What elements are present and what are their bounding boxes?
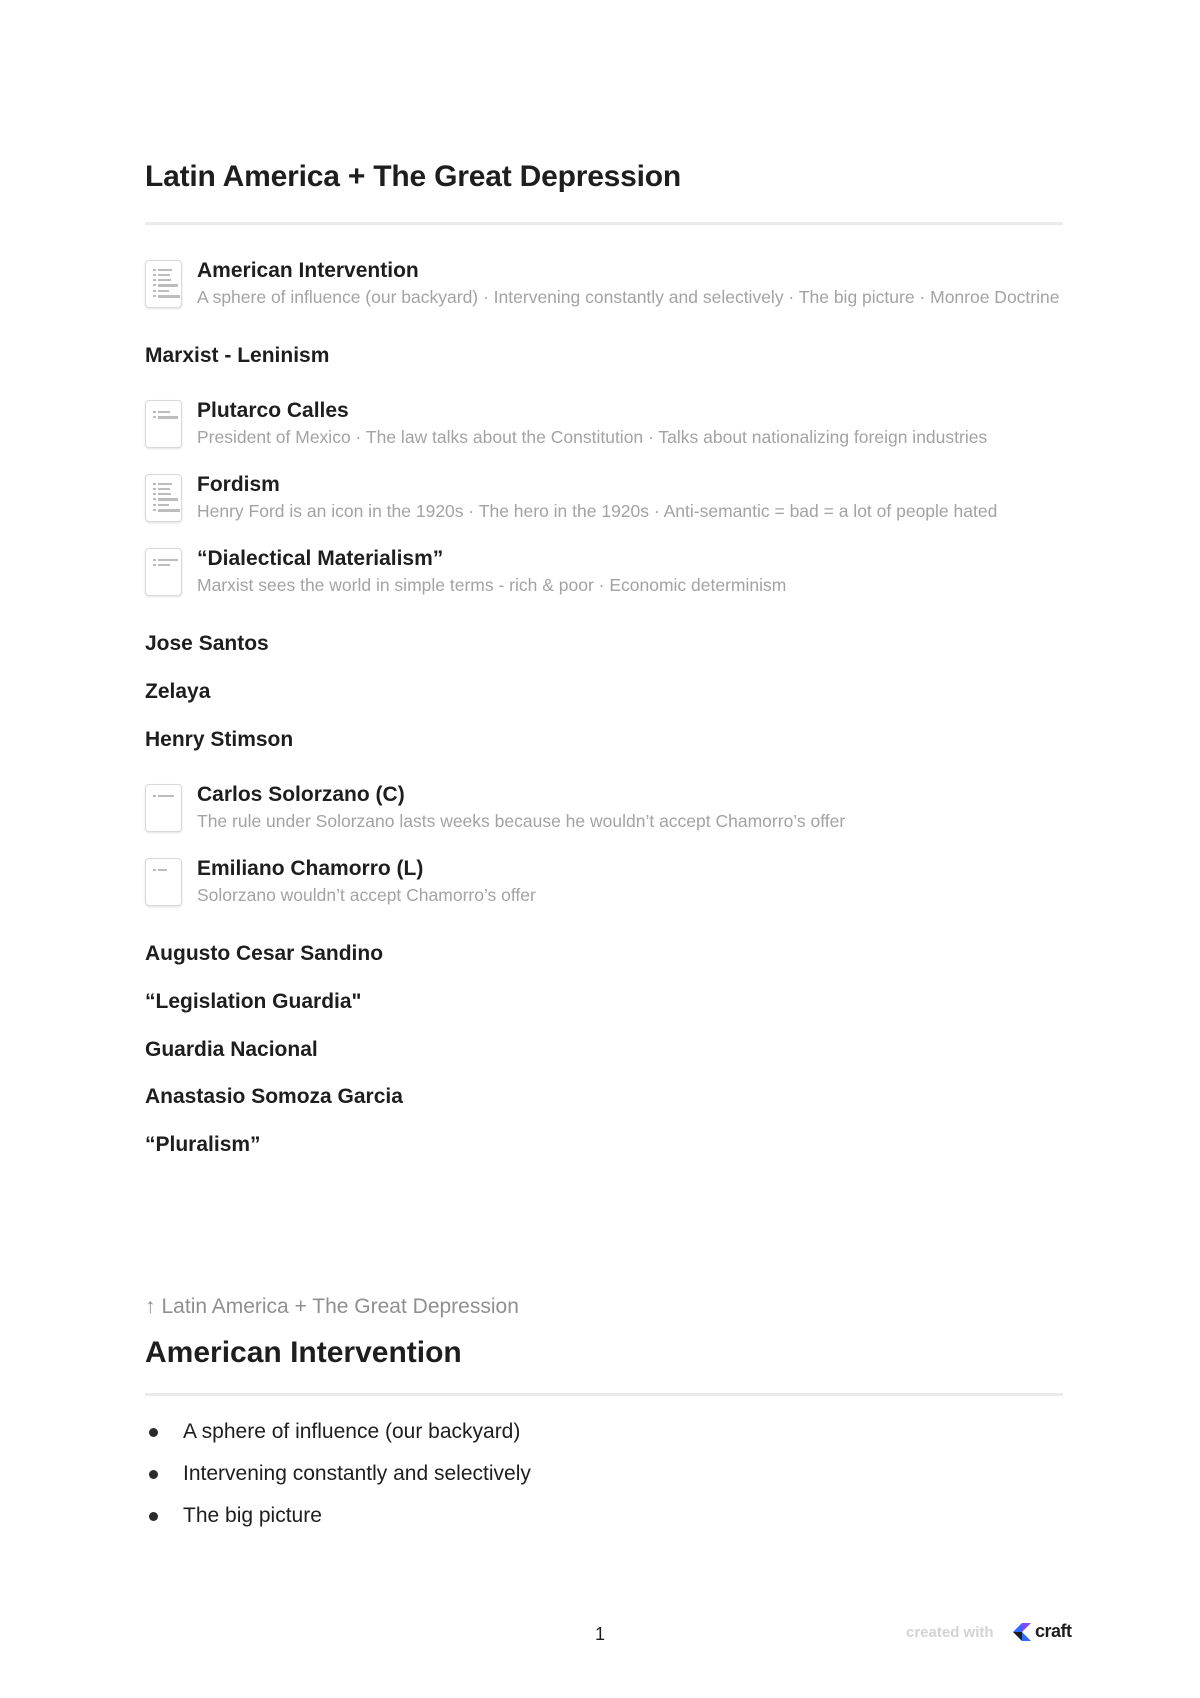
page-text-icon [145,858,182,906]
page-card-carlos-solorzano[interactable] [145,781,1063,837]
heading-marxist-leninism: Marxist - Leninism [145,344,330,367]
heading-anastasio-somoza: Anastasio Somoza Garcia [145,1085,403,1108]
heading-henry-stimson: Henry Stimson [145,728,294,751]
heading-jose-santos: Jose Santos [145,632,269,655]
subpage-title: American Intervention [145,1336,462,1369]
list-item-text: Intervening constantly and selectively [183,1462,531,1485]
list-item-text: The big picture [183,1504,322,1527]
card-title: Fordism [197,473,280,496]
heading-pluralism: “Pluralism” [145,1133,261,1156]
page-number: 1 [594,1624,605,1644]
heading-guardia-nacional: Guardia Nacional [145,1038,318,1061]
card-preview: Henry Ford is an icon in the 1920s · The hero in the 1920s · Anti-semantic = bad = a lot of people hated [197,501,998,521]
page-list-icon [145,474,182,522]
heading-augusto-sandino: Augusto Cesar Sandino [145,942,384,965]
bullet-dot-icon [149,1470,158,1479]
card-title: “Dialectical Materialism” [197,547,444,570]
craft-logo-icon [1011,1621,1033,1648]
arrow-up-icon: ↑ [145,1295,156,1318]
page-title: Latin America + The Great Depression [145,160,682,193]
parent-page-label: Latin America + The Great Depression [161,1295,519,1318]
page-card-dialectical-materialism[interactable] [145,545,1063,601]
heading-zelaya: Zelaya [145,680,211,703]
page-card-plutarco-calles[interactable] [145,397,1063,453]
page-card-american-intervention[interactable] [145,257,1063,313]
subpage-divider [145,1393,1063,1396]
card-preview: Solorzano wouldn’t accept Chamorro’s offer [197,885,536,905]
heading-legislation-guardia: “Legislation Guardia" [145,990,362,1013]
bullet-dot-icon [149,1428,158,1437]
page-text-icon [145,400,182,448]
card-preview: A sphere of influence (our backyard) · Intervening constantly and selectively · The big picture · Monroe Doctrine [197,287,1060,307]
page-text-icon [145,784,182,832]
title-divider [145,222,1063,225]
bullet-dot-icon [149,1512,158,1521]
card-title: American Intervention [197,259,419,282]
created-with-label: created with [906,1624,994,1641]
page-card-fordism[interactable] [145,471,1063,527]
parent-page-link[interactable] [145,1295,519,1319]
page-card-emiliano-chamorro[interactable] [145,855,1063,911]
card-title: Carlos Solorzano (C) [197,783,405,806]
list-item-text: A sphere of influence (our backyard) [183,1420,521,1443]
page-list-icon [145,260,182,308]
card-title: Emiliano Chamorro (L) [197,857,424,880]
craft-brand-name: craft [1035,1621,1072,1641]
card-title: Plutarco Calles [197,399,349,422]
card-preview: The rule under Solorzano lasts weeks because he wouldn’t accept Chamorro’s offer [197,811,846,831]
card-preview: Marxist sees the world in simple terms - rich & poor · Economic determinism [197,575,787,595]
card-preview: President of Mexico · The law talks about the Constitution · Talks about nationalizing foreign industries [197,427,988,447]
page-text-icon [145,548,182,596]
